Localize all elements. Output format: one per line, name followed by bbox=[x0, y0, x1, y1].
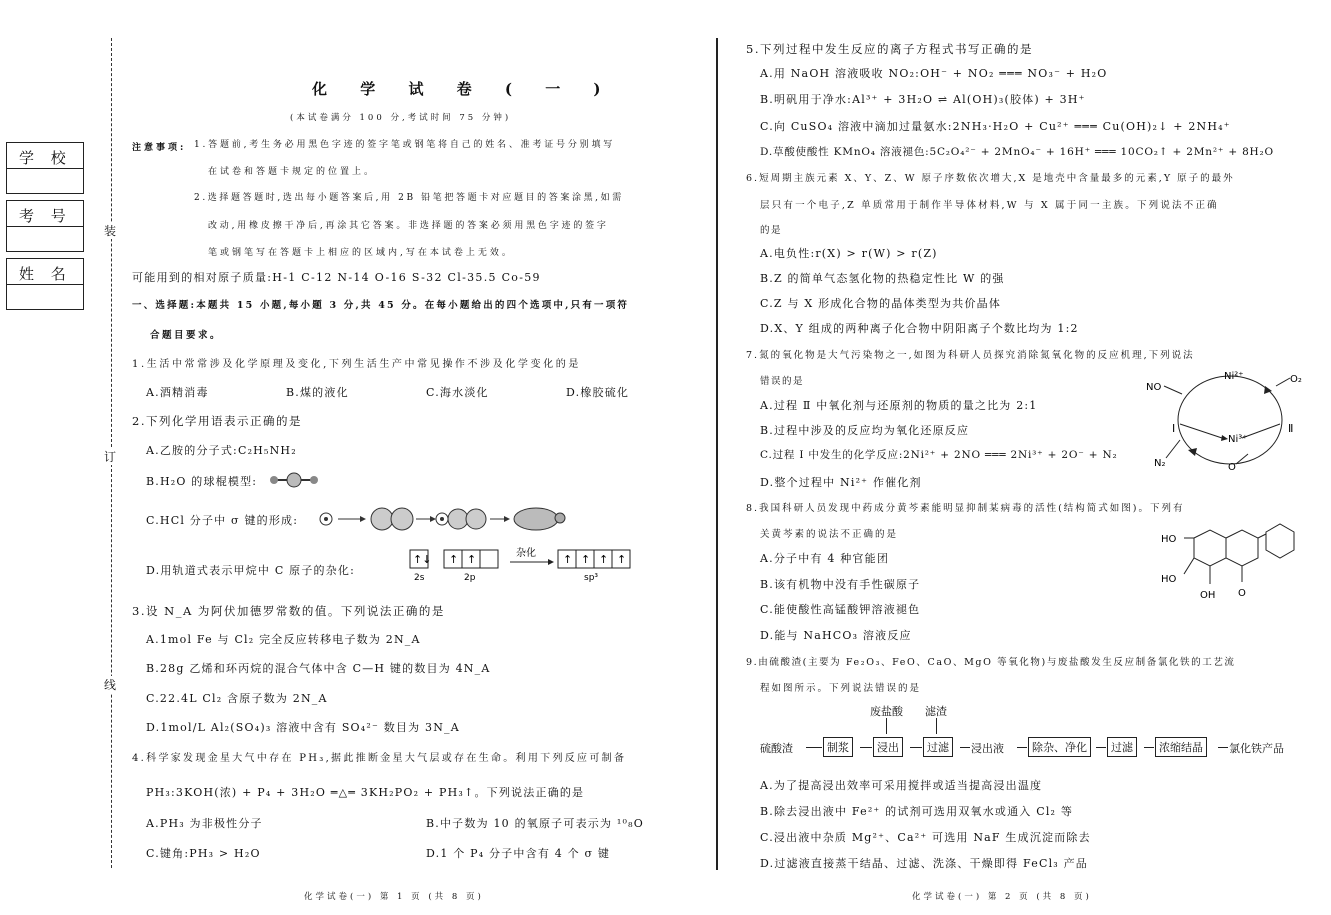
q9-option-a: A.为了提高浸出效率可采用搅拌或适当提高浸出温度 bbox=[760, 779, 1043, 792]
flow-step-6: 除杂、净化 bbox=[1028, 737, 1091, 757]
q4-option-c: C.键角:PH₃ > H₂O bbox=[146, 847, 261, 860]
flow-step-9: 氯化铁产品 bbox=[1229, 742, 1284, 755]
q6-stem-b: 层只有一个电子,Z 单质常用于制作半导体材料,W 与 X 属于同一主族。下列说法不正确 bbox=[760, 200, 1219, 211]
flow-step-8: 浓缩结晶 bbox=[1155, 737, 1207, 757]
subtitle: (本试卷满分 100 分,考试时间 75 分钟) bbox=[290, 113, 512, 123]
q8-option-d: D.能与 NaHCO₃ 溶液反应 bbox=[760, 629, 912, 642]
q7-option-b: B.过程中涉及的反应均为氧化还原反应 bbox=[760, 424, 970, 437]
diagram-no: NO bbox=[1146, 382, 1162, 393]
page-divider bbox=[716, 38, 718, 870]
q7-option-c: C.过程 Ⅰ 中发生的化学反应:2Ni²⁺ + 2NO ═══ 2Ni³⁺ + 2O⁻ + N₂ bbox=[760, 449, 1118, 461]
q4-option-a: A.PH₃ 为非极性分子 bbox=[146, 817, 263, 830]
seal-char-2: 订 bbox=[104, 450, 117, 464]
flow-residue: 滤渣 bbox=[925, 705, 947, 718]
q8-stem-a: 8.我国科研人员发现中药成分黄芩素能明显抑制某病毒的活性(结构简式如图)。下列有 bbox=[746, 503, 1185, 514]
diagram-ni3: Ni³⁺ bbox=[1228, 434, 1248, 445]
q9-stem-b: 程如图所示。下列说法错误的是 bbox=[760, 683, 922, 694]
hybridization-diagram bbox=[408, 546, 640, 584]
q1-option-b: B.煤的液化 bbox=[286, 386, 349, 399]
q8-option-c: C.能使酸性高锰酸钾溶液褪色 bbox=[760, 603, 921, 616]
q8-option-a: A.分子中有 4 种官能团 bbox=[760, 552, 890, 565]
q5-option-b: B.明矾用于净水:Al³⁺ + 3H₂O ⇌ Al(OH)₃(胶体) + 3H⁺ bbox=[760, 93, 1086, 106]
q3-option-d: D.1mol/L Al₂(SO₄)₃ 溶液中含有 SO₄²⁻ 数目为 3N_A bbox=[146, 721, 460, 734]
name-label: 姓 名 bbox=[19, 265, 72, 283]
q6-option-b: B.Z 的简单气态氢化物的热稳定性比 W 的强 bbox=[760, 272, 1005, 285]
q9-stem-a: 9.由硫酸渣(主要为 Fe₂O₃、FeO、CaO、MgO 等氧化物)与废盐酸发生反应制备氯化铁的工艺流 bbox=[746, 657, 1236, 668]
label-2s: 2s bbox=[414, 573, 425, 583]
school-box bbox=[6, 142, 84, 194]
q1-option-a: A.酒精消毒 bbox=[146, 386, 209, 399]
notice-2b: 改动,用橡皮擦干净后,再涂其它答案。非选择题的答案必须用黑色字迹的签字 bbox=[208, 221, 609, 231]
svg-text:↑: ↑ bbox=[599, 553, 609, 566]
q1-option-d: D.橡胶硫化 bbox=[566, 386, 630, 399]
q5-stem: 5.下列过程中发生反应的离子方程式书写正确的是 bbox=[746, 42, 1033, 56]
q7-option-d: D.整个过程中 Ni²⁺ 作催化剂 bbox=[760, 476, 922, 489]
school-label: 学 校 bbox=[19, 149, 72, 167]
diagram-o: O bbox=[1228, 462, 1236, 473]
q5-option-c: C.向 CuSO₄ 溶液中滴加过量氨水:2NH₃·H₂O + Cu²⁺ ═══ Cu(OH)₂↓ + 2NH₄⁺ bbox=[760, 120, 1231, 133]
q5-option-d: D.草酸使酸性 KMnO₄ 溶液褪色:5C₂O₄²⁻ + 2MnO₄⁻ + 16H⁺ ═══ 10CO₂↑ + 2Mn²⁺ + 8H₂O bbox=[760, 146, 1274, 158]
name-box bbox=[6, 258, 84, 310]
q3-option-c: C.22.4L Cl₂ 含原子数为 2N_A bbox=[146, 692, 328, 705]
q6-option-a: A.电负性:r(X) > r(W) > r(Z) bbox=[760, 247, 938, 260]
exam-no-box bbox=[6, 200, 84, 252]
seal-char-3: 线 bbox=[104, 678, 117, 692]
diagram-step2: Ⅱ bbox=[1288, 422, 1294, 435]
flow-step-4: 过滤 bbox=[923, 737, 953, 757]
q9-option-c: C.浸出液中杂质 Mg²⁺、Ca²⁺ 可选用 NaF 生成沉淀而除去 bbox=[760, 831, 1091, 844]
q8-stem-b: 关黄芩素的说法不正确的是 bbox=[760, 529, 899, 540]
seal-char-1: 装 bbox=[104, 224, 117, 238]
label-sp3: sp³ bbox=[584, 573, 599, 583]
q3-option-a: A.1mol Fe 与 Cl₂ 完全反应转移电子数为 2N_A bbox=[146, 633, 421, 646]
structure-ho-2: HO bbox=[1161, 574, 1177, 585]
section-1a: 一、选择题:本题共 15 小题,每小题 3 分,共 45 分。在每小题给出的四个选项中,只有一项符 bbox=[132, 300, 630, 311]
diagram-o2: O₂ bbox=[1290, 374, 1302, 385]
svg-text:↑: ↑ bbox=[617, 553, 627, 566]
baicalein-structure bbox=[1158, 520, 1310, 604]
flow-step-1: 硫酸渣 bbox=[760, 742, 793, 755]
diagram-ni2: Ni²⁺ bbox=[1224, 371, 1244, 382]
q8-option-b: B.该有机物中没有手性碳原子 bbox=[760, 578, 921, 591]
svg-text:↑: ↑ bbox=[581, 553, 591, 566]
structure-ho-1: HO bbox=[1161, 534, 1177, 545]
structure-o: O bbox=[1238, 588, 1246, 599]
svg-text:↑: ↑ bbox=[467, 553, 477, 566]
q2-option-c: C.HCl 分子中 σ 键的形成: bbox=[146, 514, 299, 527]
q2-option-b: B.H₂O 的球棍模型: bbox=[146, 475, 258, 488]
atomic-masses: 可能用到的相对原子质量:H-1 C-12 N-14 O-16 S-32 Cl-35.5 Co-59 bbox=[132, 271, 541, 284]
flow-step-3: 浸出 bbox=[873, 737, 903, 757]
sigma-bond-diagram bbox=[316, 504, 568, 536]
section-1b: 合题目要求。 bbox=[150, 330, 223, 341]
svg-text:↑: ↑ bbox=[449, 553, 459, 566]
q9-option-b: B.除去浸出液中 Fe²⁺ 的试剂可选用双氧水或通入 Cl₂ 等 bbox=[760, 805, 1074, 818]
notice-1a: 1.答题前,考生务必用黑色字迹的签字笔或钢笔将自己的姓名、准考证号分别填写 bbox=[194, 140, 616, 150]
nox-mechanism-diagram bbox=[1140, 364, 1310, 476]
q4-stem-a: 4.科学家发现金星大气中存在 PH₃,据此推断金星大气层或存在生命。利用下列反应可制备 bbox=[132, 753, 627, 764]
flow-step-2: 制浆 bbox=[823, 737, 853, 757]
water-ball-model bbox=[266, 472, 322, 488]
notice-2a: 2.选择题答题时,选出每小题答案后,用 2B 铅笔把答题卡对应题目的答案涂黑,如需 bbox=[194, 193, 624, 203]
q6-stem-a: 6.短周期主族元素 X、Y、Z、W 原子序数依次增大,X 是地壳中含量最多的元素,Y 原子的最外 bbox=[746, 173, 1235, 184]
q1-stem: 1.生活中常常涉及化学原理及变化,下列生活生产中常见操作不涉及化学变化的是 bbox=[132, 359, 581, 370]
q6-stem-c: 的是 bbox=[760, 225, 783, 236]
flow-step-5: 浸出液 bbox=[971, 742, 1004, 755]
label-2p: 2p bbox=[464, 573, 476, 583]
flow-step-7: 过滤 bbox=[1107, 737, 1137, 757]
q2-option-a: A.乙胺的分子式:C₂H₅NH₂ bbox=[146, 444, 297, 457]
q5-option-a: A.用 NaOH 溶液吸收 NO₂:OH⁻ + NO₂ ═══ NO₃⁻ + H₂O bbox=[760, 67, 1108, 80]
q2-stem: 2.下列化学用语表示正确的是 bbox=[132, 414, 302, 428]
svg-text:↑: ↑ bbox=[563, 553, 573, 566]
diagram-n2: N₂ bbox=[1154, 458, 1166, 469]
notice-1b: 在试卷和答题卡规定的位置上。 bbox=[208, 167, 377, 177]
q3-stem: 3.设 N_A 为阿伏加德罗常数的值。下列说法正确的是 bbox=[132, 604, 445, 618]
q7-stem-a: 7.氮的氧化物是大气污染物之一,如图为科研人员探究消除氮氧化物的反应机理,下列说法 bbox=[746, 350, 1195, 361]
q7-option-a: A.过程 Ⅱ 中氧化剂与还原剂的物质的量之比为 2:1 bbox=[760, 399, 1038, 412]
svg-text:↑↓: ↑↓ bbox=[413, 553, 432, 566]
q1-option-c: C.海水淡化 bbox=[426, 386, 489, 399]
notice-label: 注意事项: bbox=[132, 143, 187, 153]
structure-oh: OH bbox=[1200, 590, 1216, 601]
right-footer: 化学试卷(一) 第 2 页 (共 8 页) bbox=[912, 892, 1092, 902]
q6-option-c: C.Z 与 X 形成化合物的晶体类型为共价晶体 bbox=[760, 297, 1002, 310]
q9-option-d: D.过滤液直接蒸干结晶、过滤、洗涤、干燥即得 FeCl₃ 产品 bbox=[760, 857, 1088, 870]
q6-option-d: D.X、Y 组成的两种离子化合物中阴阳离子个数比均为 1:2 bbox=[760, 322, 1079, 335]
q4-option-d: D.1 个 P₄ 分子中含有 4 个 σ 键 bbox=[426, 847, 611, 860]
flow-waste-acid: 废盐酸 bbox=[870, 705, 903, 718]
q3-option-b: B.28g 乙烯和环丙烷的混合气体中含 C—H 键的数目为 4N_A bbox=[146, 662, 491, 675]
page-title: 化 学 试 卷 ( 一 ) bbox=[312, 80, 615, 98]
left-footer: 化学试卷(一) 第 1 页 (共 8 页) bbox=[304, 892, 484, 902]
q7-stem-b: 错误的是 bbox=[760, 376, 805, 387]
q4-option-b: B.中子数为 10 的氧原子可表示为 ¹⁰₈O bbox=[426, 817, 644, 830]
exam-no-label: 考 号 bbox=[19, 207, 72, 225]
q4-stem-b: PH₃:3KOH(浓) + P₄ + 3H₂O ═△═ 3KH₂PO₂ + PH₃↑。下列说法正确的是 bbox=[146, 786, 585, 799]
notice-2c: 笔或钢笔写在答题卡上相应的区域内,写在本试卷上无效。 bbox=[208, 248, 514, 258]
q2-option-d: D.用轨道式表示甲烷中 C 原子的杂化: bbox=[146, 564, 356, 577]
label-hybridize: 杂化 bbox=[516, 548, 536, 559]
diagram-step1: Ⅰ bbox=[1172, 422, 1176, 435]
